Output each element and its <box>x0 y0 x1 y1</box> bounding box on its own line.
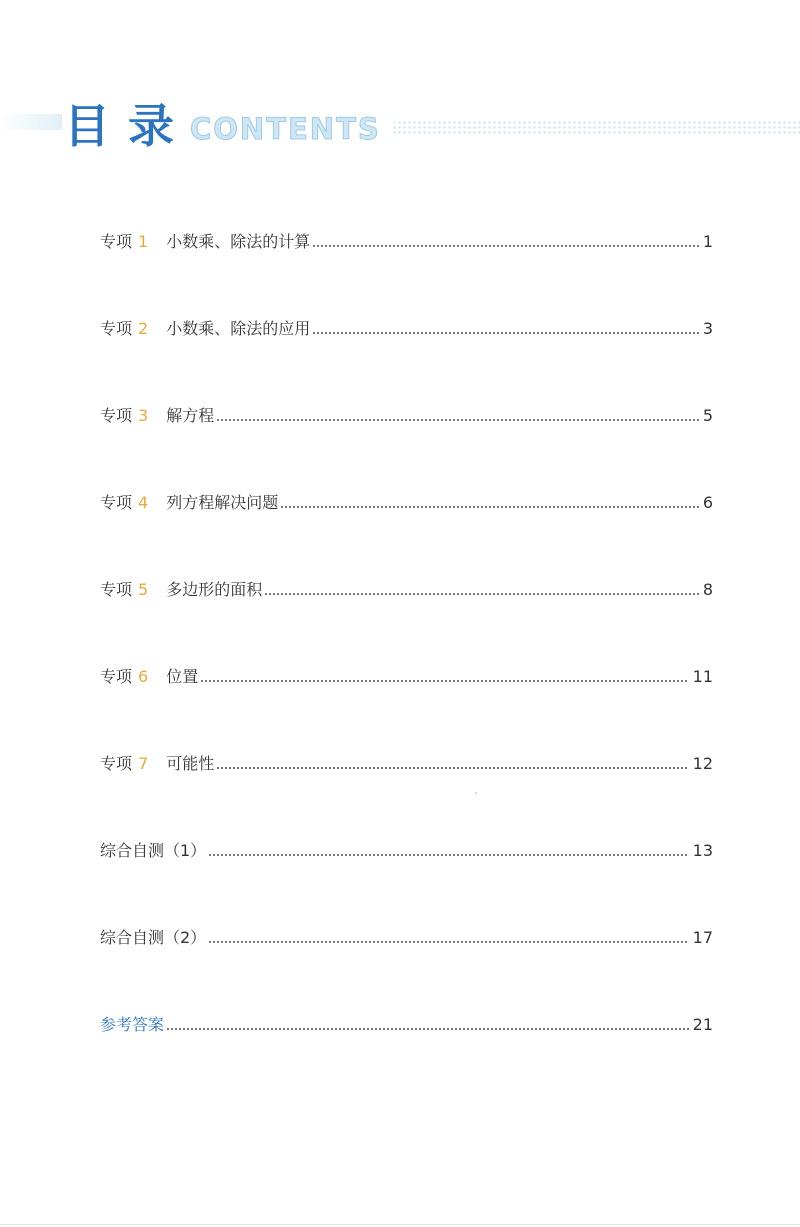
toc-entry[interactable] <box>100 398 713 485</box>
page-subtitle: CONTENTS <box>190 112 381 146</box>
toc-title: 解方程 <box>166 406 215 425</box>
toc-page-number: 17 <box>692 928 713 947</box>
toc-label: 专项 <box>100 754 133 773</box>
toc-page-number: 21 <box>692 1015 713 1034</box>
toc-label: 专项 <box>100 667 133 686</box>
dot-leader <box>208 833 688 869</box>
toc-page-number: 11 <box>692 667 713 686</box>
toc-entry[interactable] <box>100 659 713 746</box>
toc-page-number: 5 <box>702 406 713 425</box>
toc-label: 专项 <box>100 493 133 512</box>
page-bottom-edge <box>0 1224 800 1225</box>
toc-number: 3 <box>138 406 149 425</box>
toc-title: 可能性 <box>166 754 215 773</box>
toc-title: 参考答案 <box>100 1015 165 1034</box>
toc-entry[interactable] <box>100 224 713 311</box>
toc-page-number: 1 <box>702 232 713 251</box>
toc-page-number: 6 <box>702 493 713 512</box>
header-dot-pattern <box>392 120 800 134</box>
toc-title: 多边形的面积 <box>166 580 263 599</box>
dot-leader <box>312 224 699 260</box>
toc-entry[interactable] <box>100 920 713 1007</box>
dot-leader <box>208 920 688 956</box>
toc-page-number: 3 <box>702 319 713 338</box>
toc-title: 位置 <box>166 667 199 686</box>
toc-number: 5 <box>138 580 149 599</box>
toc-entry[interactable] <box>100 572 713 659</box>
toc-entry[interactable] <box>100 485 713 572</box>
page-title: 目录 <box>64 99 192 153</box>
toc-label: 专项 <box>100 232 133 251</box>
toc-entry[interactable] <box>100 311 713 398</box>
toc-page-number: 8 <box>702 580 713 599</box>
toc-title: 小数乘、除法的应用 <box>166 319 311 338</box>
dot-leader <box>166 1007 689 1043</box>
dot-leader <box>280 485 699 521</box>
toc-title: 小数乘、除法的计算 <box>166 232 311 251</box>
toc-title: 综合自测（1） <box>100 841 207 860</box>
dot-leader <box>200 659 688 695</box>
toc-title: 列方程解决问题 <box>166 493 279 512</box>
toc-entry-answers[interactable] <box>100 1007 713 1094</box>
toc-title: 综合自测（2） <box>100 928 207 947</box>
toc-number: 4 <box>138 493 149 512</box>
toc-page-number: 12 <box>692 754 713 773</box>
print-speck <box>475 792 477 794</box>
toc-number: 2 <box>138 319 149 338</box>
toc-number: 1 <box>138 232 149 251</box>
toc-entry[interactable] <box>100 833 713 920</box>
table-of-contents <box>100 224 713 1094</box>
contents-header <box>0 92 800 164</box>
toc-entry[interactable] <box>100 746 713 833</box>
toc-page-number: 13 <box>692 841 713 860</box>
toc-number: 7 <box>138 754 149 773</box>
dot-leader <box>216 398 699 434</box>
toc-label: 专项 <box>100 406 133 425</box>
dot-leader <box>216 746 688 782</box>
toc-label: 专项 <box>100 319 133 338</box>
toc-number: 6 <box>138 667 149 686</box>
dot-leader <box>264 572 699 608</box>
dot-leader <box>312 311 699 347</box>
toc-label: 专项 <box>100 580 133 599</box>
header-decoration-left <box>0 114 62 130</box>
